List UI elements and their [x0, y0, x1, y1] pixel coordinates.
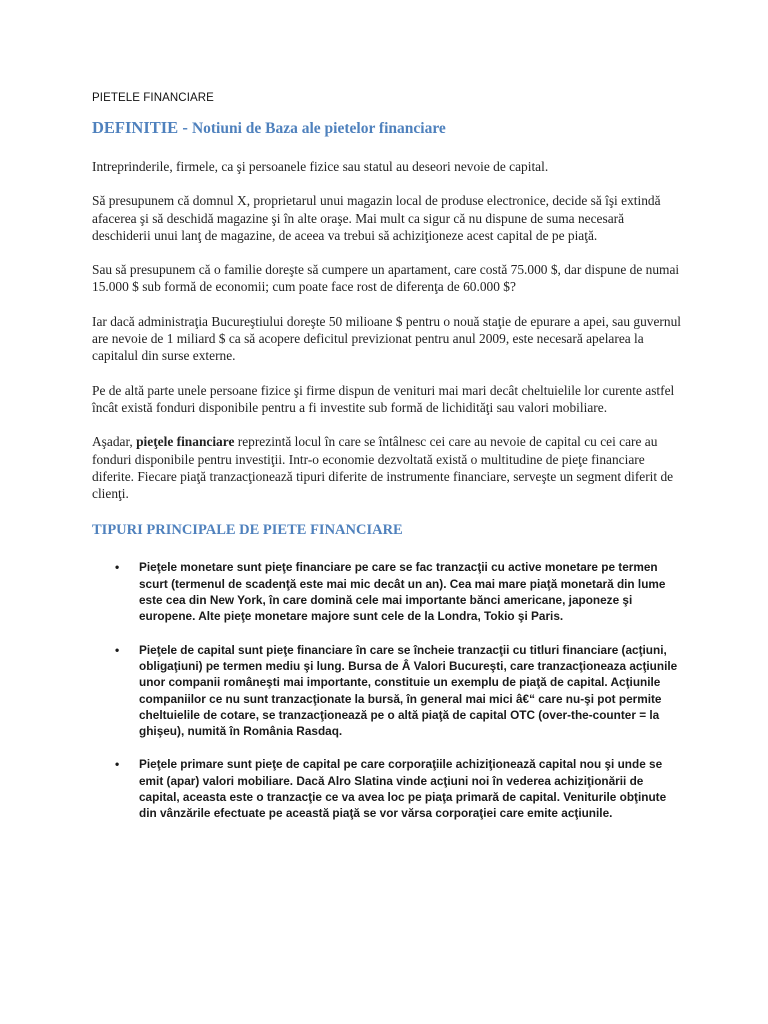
paragraph-mr-x-example: Să presupunem că domnul X, proprietarul unui magazin local de produse electronice, decide să îşi extindă afacerea şi să deschidă magazine şi în alte oraşe. Mai mult ca sigur că nu dispune de suma necesară deschiderii unui lanţ de magazine, de aceea va trebui să achiziţioneze acest capital de pe piaţă. [92, 193, 661, 243]
markets-text-bold: pieţele financiare [136, 434, 235, 450]
market-types-list [92, 559, 686, 821]
list-item-text: Pieţele de capital sunt pieţe financiare în care se încheie tranzacţii cu titluri financiare (acţiuni, obligaţiuni) pe termen mediu şi lung. Bursa de Â Valori Bucureşti, care tranzacţioneaza acţiunile unor companii româneşti mai importante, constituie un exemplu de piaţă de capital. Acţiunile companiilor ce nu sunt tranzacţionate la bursă, în general mai mici â€“ care nu-şi pot permite cheltuielile de cotare, se tranzacţionează pe o altă piaţă de capital OTC (over-the-counter = la ghişeu), numită în România Rasdaq. [139, 642, 678, 739]
document-title: PIETELE FINANCIARE [92, 92, 214, 104]
bullet-icon: • [115, 757, 120, 772]
list-item-capital-markets [115, 642, 686, 740]
paragraph-family-example: Sau să presupunem că o familie doreşte să cumpere un apartament, care costă 75.000 $, dar dispune de numai 15.000 $ sub formă de economii; cum poate face rost de diferenţa de 60.000 $? [92, 262, 680, 295]
list-item-text: Pieţele monetare sunt pieţe financiare pe care se fac tranzacţii cu active monetare pe termen scurt (termenul de scadenţă este mai mic decât un an). Cea mai mare piaţă monetară din lume este cea din New York, în care domină cele mai importante bănci americane, japoneze şi europene. Alte pieţe monetare majore sunt cele de la Londra, Tokio şi Paris. [139, 560, 666, 624]
paragraph-capital-need: Intreprinderile, firmele, ca şi persoanele fizice sau statul au deseori nevoie de capital. [92, 159, 549, 174]
bullet-icon: • [115, 642, 120, 657]
definition-heading [92, 118, 686, 138]
definition-heading-rest: Notiuni de Baza ale pietelor financiare [191, 120, 446, 137]
types-heading: TIPURI PRINCIPALE DE PIETE FINANCIARE [92, 522, 403, 539]
bullet-icon: • [115, 560, 120, 575]
definition-heading-lead: DEFINITIE - [92, 118, 188, 137]
paragraph-financial-markets [92, 433, 686, 502]
list-item-primary-markets [115, 756, 686, 821]
list-item-text: Pieţele primare sunt pieţe de capital pe care corporaţiile achiziţionează capital nou şi unde se emit (apar) valori mobiliare. Dacă Alro Slatina vinde acţiuni noi în vederea achiziţionării de capital, aceasta este o tranzacţie ce va avea loc pe piaţa primară de capital. Veniturile obţinute din vânzările efectuate pe această piaţă se vor vărsa corporaţiei care emite acţiunile. [139, 757, 667, 821]
markets-text-after: reprezintă locul în care se întâlnesc cei care au nevoie de capital cu cei care au fonduri disponibile pentru investiţii. Intr-o economie dezvoltată există o multitudine de pieţe financiare diferite. Fiecare piaţă tranzacţionează tipuri diferite de instrumente financiare, serveşte un segment diferit de clienţi. [92, 434, 674, 502]
markets-text-before: Aşadar, [92, 434, 137, 450]
paragraph-available-funds: Pe de altă parte unele persoane fizice şi firme dispun de venituri mai mari decât cheltuielile lor curente astfel încât există fonduri disponibile pentru a fi investite sub formă de lichidităţi sau valori mobiliare. [92, 382, 675, 415]
list-item-money-markets [115, 559, 686, 624]
paragraph-bucharest-example: Iar dacă administraţia Bucureştiului doreşte 50 milioane $ pentru o nouă staţie de epurare a apei, sau guvernul are nevoie de 1 miliard $ ca să acopere deficitul previzionat pentru anul 2009, este necesară apelarea la capitalul din surse externe. [92, 313, 681, 364]
